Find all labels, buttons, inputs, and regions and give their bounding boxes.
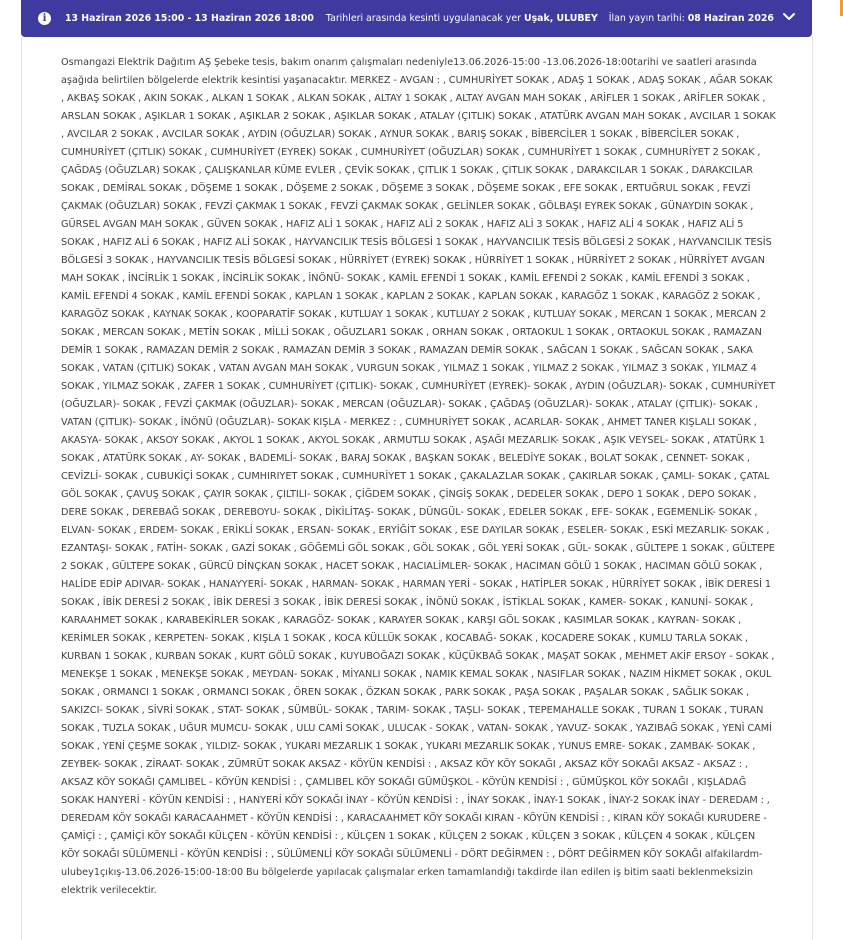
posted-label: İlan yayın tarihi:	[608, 13, 685, 24]
outage-label: Tarihleri arasında kesinti uygulanacak yer	[325, 13, 521, 24]
outage-location: Uşak, ULUBEY	[523, 13, 598, 24]
outage-details-text: Osmangazi Elektrik Dağıtım AŞ Şebeke tesis, bakım onarım çalışmaları nedeniyle13.06.2026-15:00 -13.06.2026-18:00tarihi ve saatleri arasında aşağıda belirtilen bölgelerde elektrik kesintisi yaşanacaktır. MERKEZ - AVGAN : , CUMHURİYET SOKAK , ADAŞ 1 SOKAK , ADAŞ SOKAK , AĞAR SOKAK , AKBAŞ SOKAK , AKIN SOKAK , ALKAN 1 SOKAK , ALKAN SOKAK , ALTAY 1 SOKAK , ALTAY AVGAN MAH SOKAK , ARİFLER 1 SOKAK , ARİFLER SOKAK , ARSLAN SOKAK , AŞIKLAR 1 SOKAK , AŞIKLAR 2 SOKAK , AŞIKLAR SOKAK , ATALAY (ÇITLIK) SOKAK , ATATÜRK AVGAN MAH SOKAK , AVCILAR 1 SOKAK , AVCILAR 2 SOKAK , AVCILAR SOKAK , AYDIN (OĞUZLAR) SOKAK , AYNUR SOKAK , BARIŞ SOKAK , BİBERCİLER 1 SOKAK , BİBERCİLER SOKAK , CUMHURİYET (ÇITLIK) SOKAK , CUMHURİYET (EYREK) SOKAK , CUMHURİYET (OĞUZLAR) SOKAK , CUMHURİYET 1 SOKAK , CUMHURİYET 2 SOKAK , ÇAĞDAŞ (OĞUZLAR) SOKAK , ÇALIŞKANLAR KÜME EVLER , ÇEVİK SOKAK , ÇITLIK 1 SOKAK , ÇITLIK SOKAK , DARAKCILAR 1 SOKAK , DARAKCILAR SOKAK , DEMİRAL SOKAK , DÖŞEME 1 SOKAK , DÖŞEME 2 SOKAK , DÖŞEME 3 SOKAK , DÖŞEME SOKAK , EFE SOKAK , ERTUĞRUL SOKAK , FEVZİ ÇAKMAK (OĞUZLAR) SOKAK , FEVZİ ÇAKMAK 1 SOKAK , FEVZİ ÇAKMAK SOKAK , GELİNLER SOKAK , GÖLBAŞI EYREK SOKAK , GÜNAYDIN SOKAK , GÜRSEL AVGAN MAH SOKAK , GÜVEN SOKAK , HAFIZ ALİ 1 SOKAK , HAFIZ ALİ 2 SOKAK , HAFIZ ALİ 3 SOKAK , HAFIZ ALİ 4 SOKAK , HAFIZ ALİ 5 SOKAK , HAFIZ ALİ 6 SOKAK , HAFIZ ALİ SOKAK , HAYVANCILIK TESİS BÖLGESİ 1 SOKAK , HAYVANCILIK TESİS BÖLGESİ 2 SOKAK , HAYVANCILIK TESİS BÖLGESİ 3 SOKAK , HAYVANCILIK TESİS BÖLGESİ SOKAK , HÜRRİYET (EYREK) SOKAK , HÜRRİYET 1 SOKAK , HÜRRİYET 2 SOKAK , HÜRRİYET AVGAN MAH SOKAK , İNCİRLİK 1 SOKAK , İNCİRLİK SOKAK , İNÖNÜ- SOKAK , KAMİL EFENDİ 1 SOKAK , KAMİL EFENDİ 2 SOKAK , KAMİL EFENDİ 3 SOKAK , KAMİL EFENDİ 4 SOKAK , KAMİL EFENDİ SOKAK , KAPLAN 1 SOKAK , KAPLAN 2 SOKAK , KAPLAN SOKAK , KARAGÖZ 1 SOKAK , KARAGÖZ 2 SOKAK , KARAGÖZ SOKAK , KAYNAK SOKAK , KOOPARATİF SOKAK , KUTLUAY 1 SOKAK , KUTLUAY 2 SOKAK , KUTLUAY SOKAK , MERCAN 1 SOKAK , MERCAN 2 SOKAK , MERCAN SOKAK , METİN SOKAK , MİLLİ SOKAK , OĞUZLAR1 SOKAK , ORHAN SOKAK , ORTAOKUL 1 SOKAK , ORTAOKUL SOKAK , RAMAZAN DEMİR 1 SOKAK , RAMAZAN DEMİR 2 SOKAK , RAMAZAN DEMİR 3 SOKAK , RAMAZAN DEMİR SOKAK , SAĞCAN 1 SOKAK , SAĞCAN SOKAK , SAKA SOKAK , VATAN (ÇITLIK) SOKAK , VATAN AVGAN MAH SOKAK , VURGUN SOKAK , YILMAZ 1 SOKAK , YILMAZ 2 SOKAK , YILMAZ 3 SOKAK , YILMAZ 4 SOKAK , YILMAZ SOKAK , ZAFER 1 SOKAK , CUMHURİYET (ÇITLIK)- SOKAK , CUMHURİYET (EYREK)- SOKAK , AYDIN (OĞUZLAR)- SOKAK , CUMHURİYET (OĞUZLAR)- SOKAK , FEVZİ ÇAKMAK (OĞUZLAR)- SOKAK , MERCAN (OĞUZLAR)- SOKAK , ÇAĞDAŞ (OĞUZLAR)- SOKAK , ATALAY (ÇITLIK)- SOKAK , VATAN (ÇITLIK)- SOKAK , İNÖNÜ (OĞUZLAR)- SOKAK KIŞLA - MERKEZ : , CUMHURİYET SOKAK , ACARLAR- SOKAK , AHMET TANER KIŞLALI SOKAK , AKASYA- SOKAK , AKSOY SOKAK , AKYOL 1 SOKAK , AKYOL SOKAK , ARMUTLU SOKAK , AŞAĞI MEZARLIK- SOKAK , AŞIK VEYSEL- SOKAK , ATATÜRK 1 SOKAK , ATATÜRK SOKAK , AY- SOKAK , BADEMLİ- SOKAK , BARAJ SOKAK , BAŞKAN SOKAK , BELEDİYE SOKAK , BOLAT SOKAK , CENNET- SOKAK , CEVİZLİ- SOKAK , CUBUKİÇİ SOKAK , CUMHIRIYET SOKAK , CUMHURİYET 1 SOKAK , ÇAKALAZLAR SOKAK , ÇAKIRLAR SOKAK , ÇAMLI- SOKAK , ÇATAL GÖL SOKAK , ÇAVUŞ SOKAK , ÇAYIR SOKAK , ÇILTILI- SOKAK , ÇİĞDEM SOKAK , ÇİNGİŞ SOKAK , DEDELER SOKAK , DEPO 1 SOKAK , DEPO SOKAK , DERE SOKAK , DEREBAĞ SOKAK , DEREBOYU- SOKAK , DİKİLİTAŞ- SOKAK , DÜNGÜL- SOKAK , EDELER SOKAK , EFE- SOKAK , EGEMENLİK- SOKAK , ELVAN- SOKAK , ERDEM- SOKAK , ERİKLİ SOKAK , ERSAN- SOKAK , ERYİĞİT SOKAK , ESE DAYILAR SOKAK , ESELER- SOKAK , ESKİ MEZARLIK- SOKAK , EZANTAŞI- SOKAK , FATİH- SOKAK , GAZİ SOKAK , GÖĞEMLİ GÖL SOKAK , GÖL SOKAK , GÖL YERİ SOKAK , GÜL- SOKAK , GÜLTEPE 1 SOKAK , GÜLTEPE 2 SOKAK , GÜLTEPE SOKAK , GÜRCÜ DİNÇKAN SOKAK , HACET SOKAK , HACIALİMLER- SOKAK , HACIMAN GÖLÜ 1 SOKAK , HACIMAN GÖLÜ SOKAK , HALİDE EDİP ADIVAR- SOKAK , HANAYYERİ- SOKAK , HARMAN- SOKAK , HARMAN YERİ - SOKAK , HATİPLER SOKAK , HÜRRİYET SOKAK , İBİK DERESİ 1 SOKAK , İBİK DERESİ 2 SOKAK , İBİK DERESİ 3 SOKAK , İBİK DERESİ SOKAK , İNÖNÜ SOKAK , İSTİKLAL SOKAK , KAMER- SOKAK , KANUNİ- SOKAK , KARAAHMET SOKAK , KARABEKİRLER SOKAK , KARAGÖZ- SOKAK , KARAYER SOKAK , KARŞI GÖL SOKAK , KASIMLAR SOKAK , KAYRAN- SOKAK , KERİMLER SOKAK , KERPETEN- SOKAK , KIŞLA 1 SOKAK , KOCA KÜLLÜK SOKAK , KOCABAĞ- SOKAK , KOCADERE SOKAK , KUMLU TARLA SOKAK , KURBAN 1 SOKAK , KURBAN SOKAK , KURT GÖLÜ SOKAK , KUYUBOĞAZI SOKAK , KÜÇÜKBAĞ SOKAK , MAŞAT SOKAK , MEHMET AKİF ERSOY - SOKAK , MENEKŞE 1 SOKAK , MENEKŞE SOKAK , MEYDAN- SOKAK , MİYANLI SOKAK , NAMIK KEMAL SOKAK , NASIFLAR SOKAK , NAZIM HİKMET SOKAK , OKUL SOKAK , ORMANCI 1 SOKAK , ORMANCI SOKAK , ÖREN SOKAK , ÖZKAN SOKAK , PARK SOKAK , PAŞA SOKAK , PAŞALAR SOKAK , SAĞLIK SOKAK , SAKIZCI- SOKAK , SİVRİ SOKAK , STAT- SOKAK , SÜMBÜL- SOKAK , TARIM- SOKAK , TAŞLI- SOKAK , TEPEMAHALLE SOKAK , TURAN 1 SOKAK , TURAN SOKAK , TUZLA SOKAK , UĞUR MUMCU- SOKAK , ULU CAMİ SOKAK , ULUCAK - SOKAK , VATAN- SOKAK , YAVUZ- SOKAK , YAZIBAĞ SOKAK , YENİ CAMİ SOKAK , YENİ ÇEŞME SOKAK , YILDIZ- SOKAK , YUKARI MEZARLIK 1 SOKAK , YUKARI MEZARLIK SOKAK , YUNUS EMRE- SOKAK , ZAMBAK- SOKAK , ZEYBEK- SOKAK , ZİRAAT- SOKAK , ZÜMRÜT SOKAK AKSAZ - KÖYÜN KENDİSİ : , AKSAZ KÖY KÖY SOKAĞI , AKSAZ KÖY SOKAĞI AKSAZ - AKSAZ : , AKSAZ KÖY SOKAĞI ÇAMLIBEL - KÖYÜN KENDİSİ : , ÇAMLIBEL KÖY SOKAĞI GÜMÜŞKOL - KÖYÜN KENDİSİ : , GÜMÜŞKOL KÖY SOKAĞI , KIŞLADAĞ SOKAK HANYERİ - KÖYÜN KENDİSİ : , HANYERİ KÖY SOKAĞI İNAY - KÖYÜN KENDİSİ : , İNAY SOKAK , İNAY-1 SOKAK , İNAY-2 SOKAK İNAY - DEREDAM : , DEREDAM KÖY SOKAĞI KARACAAHMET - KÖYÜN KENDİSİ : , KARACAAHMET KÖY SOKAĞI KIRAN - KÖYÜN KENDİSİ : , KIRAN KÖY SOKAĞI KURUDERE - ÇAMİÇİ : , ÇAMİÇİ KÖY SOKAĞI KÜLÇEN - KÖYÜN KENDİSİ : , KÜLÇEN 1 SOKAK , KÜLÇEN 2 SOKAK , KÜLÇEN 3 SOKAK , KÜLÇEN 4 SOKAK , KÜLÇEN KÖY SOKAĞI SÜLÜMENLİ - KÖYÜN KENDİSİ : , SÜLÜMENLİ KÖY SOKAĞI SÜLÜMENLİ - DÖRT DEĞİRMEN : , DÖRT DEĞİRMEN KÖY SOKAĞI alfakilardm-ulubey1çıkış-13.06.2026-15:00-18:00 Bu bölgelerde yapılacak çalışmalar erken tamamlandığı takdirde ilan edilen iş bitim saati beklenmeksizin elektrik verilecektir.	[61, 57, 776, 896]
posted-date: 08 Haziran 2026	[687, 13, 774, 24]
date-range: 13 Haziran 2026 15:00 - 13 Haziran 2026 18:00	[65, 13, 314, 24]
card-left-border	[21, 37, 22, 940]
chevron-down-icon[interactable]	[782, 10, 796, 24]
card-right-border	[812, 37, 813, 940]
info-icon: i	[38, 12, 51, 25]
outage-header[interactable]	[21, 0, 812, 37]
